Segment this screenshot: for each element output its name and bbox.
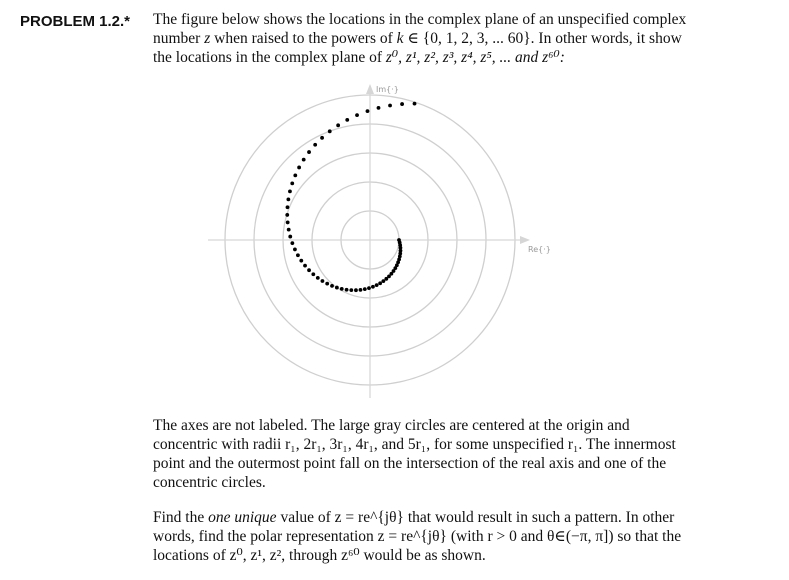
axes bbox=[208, 84, 551, 398]
point-z28 bbox=[325, 282, 329, 286]
note-line-1: The axes are not labeled. The large gray circles are centered at the origin and bbox=[153, 417, 630, 434]
point-z53 bbox=[336, 123, 340, 127]
point-z32 bbox=[307, 268, 311, 272]
point-z16 bbox=[378, 281, 382, 285]
problem-line-2-b: when raised to the powers of bbox=[214, 30, 393, 47]
point-z48 bbox=[302, 158, 306, 162]
find-line-1-b: value of z = re^{jθ} that would result in such a pattern. In other bbox=[280, 509, 675, 526]
point-z45 bbox=[290, 181, 294, 185]
note-line-4: concentric circles. bbox=[153, 474, 266, 491]
point-z39 bbox=[287, 228, 291, 232]
problem-line-2-c: ∈ {0, 1, 2, 3, ... 60}. In other words, it show bbox=[407, 30, 682, 47]
point-z52 bbox=[328, 129, 332, 133]
problem-line-2 bbox=[153, 29, 753, 48]
point-z21 bbox=[359, 288, 363, 292]
point-z55 bbox=[355, 113, 359, 117]
problem-statement bbox=[153, 10, 753, 67]
point-z35 bbox=[296, 253, 300, 257]
point-z37 bbox=[290, 241, 294, 245]
problem-label: PROBLEM 1.2.* bbox=[20, 13, 131, 30]
point-z41 bbox=[285, 213, 289, 217]
note-line-2: concentric with radii r₁, 2r₁, 3r₁, 4r₁, and 5r₁, for some unspecified r₁. The innermost bbox=[153, 436, 676, 453]
point-z22 bbox=[354, 288, 358, 292]
point-z38 bbox=[288, 235, 292, 239]
point-z54 bbox=[345, 118, 349, 122]
find-line-1 bbox=[153, 508, 753, 527]
problem-line-3 bbox=[153, 48, 753, 67]
point-z33 bbox=[303, 264, 307, 268]
point-z40 bbox=[286, 221, 290, 225]
point-z42 bbox=[286, 205, 290, 209]
point-z18 bbox=[371, 285, 375, 289]
point-z17 bbox=[375, 283, 379, 287]
point-z59 bbox=[400, 102, 404, 106]
point-z49 bbox=[307, 150, 311, 154]
point-z47 bbox=[297, 166, 301, 170]
note-line-3: point and the outermost point fall on the intersection of the real axis and one of the bbox=[153, 455, 667, 472]
point-z26 bbox=[335, 286, 339, 290]
find-paragraph bbox=[153, 508, 753, 565]
point-z20 bbox=[363, 287, 367, 291]
point-z43 bbox=[286, 197, 290, 201]
point-z57 bbox=[377, 106, 381, 110]
point-z23 bbox=[349, 288, 353, 292]
find-line-2: words, find the polar representation z = re^{jθ} (with r > 0 and θ∈(−π, π]) so that the bbox=[153, 528, 682, 545]
point-z58 bbox=[388, 104, 392, 108]
point-z51 bbox=[320, 136, 324, 140]
point-z14 bbox=[384, 277, 388, 281]
real-axis-label: Re{·} bbox=[528, 245, 551, 254]
real-axis-arrowhead bbox=[520, 236, 530, 244]
point-z24 bbox=[345, 288, 349, 292]
complex-plane-figure bbox=[200, 82, 580, 402]
imaginary-axis-arrowhead bbox=[366, 84, 374, 94]
point-z29 bbox=[321, 279, 325, 283]
imaginary-axis-label: Im{·} bbox=[376, 85, 399, 94]
point-z50 bbox=[313, 143, 317, 147]
problem-line-3-a: the locations in the complex plane of bbox=[153, 49, 382, 66]
powers-list: z⁰, z¹, z², z³, z⁴, z⁵, ... and z⁶⁰: bbox=[385, 49, 565, 66]
var-k: k bbox=[396, 30, 404, 47]
point-z25 bbox=[340, 287, 344, 291]
point-z44 bbox=[288, 190, 292, 194]
power-points bbox=[285, 102, 416, 292]
find-line-1-a: Find the bbox=[153, 509, 205, 526]
problem-line-1: The figure below shows the locations in the complex plane of an unspecified complex bbox=[153, 11, 687, 28]
point-z60 bbox=[413, 102, 417, 106]
point-z46 bbox=[293, 173, 297, 177]
point-z27 bbox=[330, 284, 334, 288]
var-z: z bbox=[204, 30, 211, 47]
find-line-3: locations of z⁰, z¹, z², through z⁶⁰ would be as shown. bbox=[153, 547, 486, 564]
point-z30 bbox=[316, 276, 320, 280]
point-z15 bbox=[381, 279, 385, 283]
point-z31 bbox=[311, 272, 315, 276]
point-z34 bbox=[299, 259, 303, 263]
point-z36 bbox=[293, 248, 297, 252]
problem-line-2-a: number bbox=[153, 30, 201, 47]
find-line-1-em: one unique bbox=[208, 509, 277, 526]
note-paragraph bbox=[153, 416, 753, 492]
point-z56 bbox=[366, 109, 370, 113]
point-z19 bbox=[367, 286, 371, 290]
